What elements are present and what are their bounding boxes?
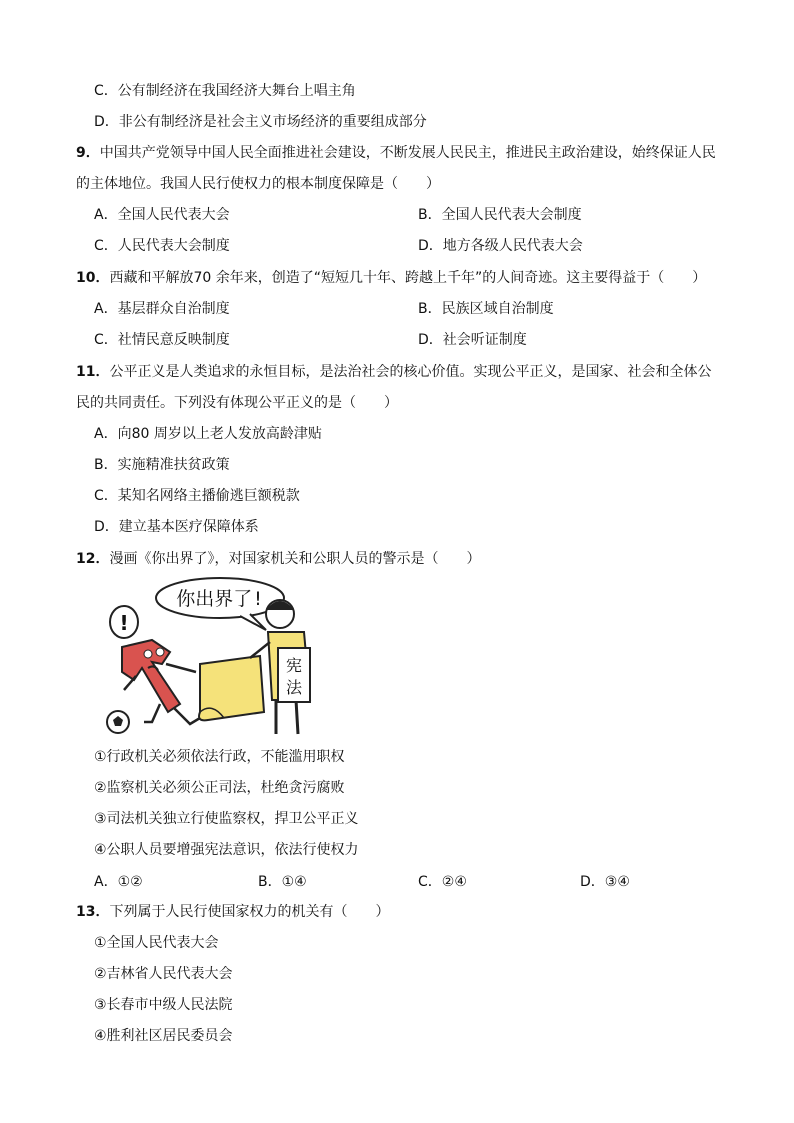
q11-number: 11．: [76, 364, 110, 380]
q11-option-c: C．某知名网络主播偷逃巨额税款: [94, 488, 300, 504]
q13-number: 13．: [76, 904, 110, 920]
q12-option-a: A．①②: [94, 874, 143, 890]
exclamation-text: !: [119, 611, 129, 635]
q13-stem-line1: [76, 902, 389, 922]
q13-statement-3: ③长春市中级人民法院: [94, 997, 233, 1013]
q12-statement-2: ②监察机关必须公正司法，杜绝贪污腐败: [94, 780, 345, 796]
q11-option-b: B．实施精准扶贫政策: [94, 457, 230, 473]
q9-stem-line2: 的主体地位。我国人民行使权力的根本制度保障是（ ）: [76, 176, 440, 192]
q8-option-c: C．公有制经济在我国经济大舞台上唱主角: [94, 83, 356, 99]
q11-option-a: A．向80 周岁以上老人发放高龄津贴: [94, 426, 322, 442]
q9-option-c: C．人民代表大会制度: [94, 238, 230, 254]
q12-stem-line1: [76, 549, 480, 569]
q11-stem-line1: [76, 362, 711, 382]
scroll-label-xian: 宪: [285, 656, 303, 675]
q9-option-a: A．全国人民代表大会: [94, 207, 230, 223]
soccer-ball-icon: [107, 711, 129, 733]
q12-statement-3: ③司法机关独立行使监察权，捍卫公平正义: [94, 811, 359, 827]
q8-option-d: D．非公有制经济是社会主义市场经济的重要组成部分: [94, 114, 427, 130]
q12-option-d: D．③④: [580, 874, 630, 890]
cartoon-you-are-out-of-bounds: [100, 572, 325, 740]
q12-statement-1: ①行政机关必须依法行政，不能滥用职权: [94, 749, 345, 765]
red-character-figure: [122, 640, 200, 724]
q10-stem-text: 西藏和平解放70 余年来，创造了“短短几十年、跨越上千年”的人间奇迹。这主要得益于（ ）: [109, 270, 707, 286]
q9-stem-text: 中国共产党领导中国人民全面推进社会建设，不断发展人民民主，推进民主政治建设，始终保证人民: [99, 145, 716, 161]
q9-option-d: D．地方各级人民代表大会: [418, 238, 583, 254]
q11-stem-text: 公平正义是人类追求的永恒目标，是法治社会的核心价值。实现公平正义，是国家、社会和全体公: [109, 364, 712, 380]
speech-bubble: [156, 578, 284, 630]
q10-option-c: C．社情民意反映制度: [94, 332, 230, 348]
q10-option-b: B．民族区域自治制度: [418, 301, 554, 317]
speech-bubble-text: 你出界了!: [176, 588, 264, 610]
q9-option-b: B．全国人民代表大会制度: [418, 207, 582, 223]
q13-statement-1: ①全国人民代表大会: [94, 935, 219, 951]
q12-option-c: C．②④: [418, 874, 467, 890]
q11-stem-line2: 民的共同责任。下列没有体现公平正义的是（ ）: [76, 395, 398, 411]
q9-stem-line1: [76, 143, 716, 163]
q10-option-d: D．社会听证制度: [418, 332, 527, 348]
q13-statement-2: ②吉林省人民代表大会: [94, 966, 233, 982]
constitution-scroll: [199, 656, 264, 720]
q13-statement-4: ④胜利社区居民委员会: [94, 1028, 233, 1044]
q12-statement-4: ④公职人员要增强宪法意识，依法行使权力: [94, 842, 359, 858]
q12-number: 12．: [76, 551, 110, 567]
q9-number: 9．: [76, 145, 100, 161]
exclamation-bubble: [110, 606, 138, 638]
q11-option-d: D．建立基本医疗保障体系: [94, 519, 259, 535]
q13-stem-text: 下列属于人民行使国家权力的机关有（ ）: [109, 904, 390, 920]
q10-number: 10．: [76, 270, 110, 286]
q12-stem-text: 漫画《你出界了》，对国家机关和公职人员的警示是（ ）: [109, 551, 481, 567]
q10-option-a: A．基层群众自治制度: [94, 301, 230, 317]
q12-option-b: B．①④: [258, 874, 307, 890]
q10-stem-line1: [76, 268, 706, 288]
scroll-label-fa: 法: [285, 678, 303, 697]
